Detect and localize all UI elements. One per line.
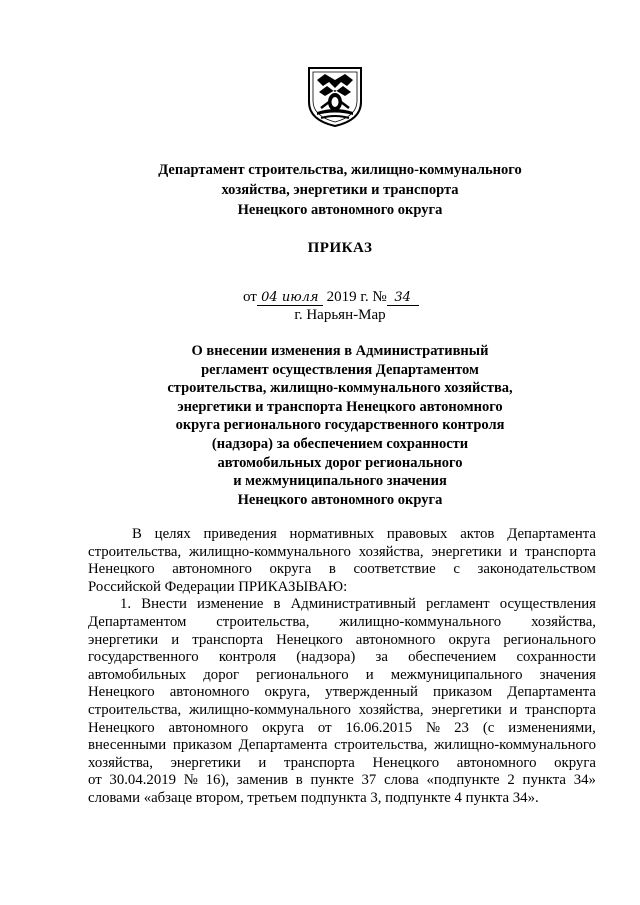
document-type: ПРИКАЗ — [307, 240, 373, 256]
year-and-number-label: 2019 г. № — [326, 289, 387, 305]
body-line: В целях приведения нормативных правовых актов Департамента — [132, 526, 596, 542]
subject-line: регламент осуществления Департаментом — [201, 361, 479, 378]
city: г. Нарьян-Мар — [294, 307, 386, 323]
subject-line: строительства, жилищно-коммунального хозяйства, — [167, 380, 513, 397]
subject-line: энергетики и транспорта Ненецкого автономного — [177, 398, 503, 415]
department-line: хозяйства, энергетики и транспорта — [221, 182, 459, 198]
body-line: Ненецкого автономного округа, утвержденный приказом Департамента — [88, 684, 596, 701]
body-line: Ненецкого автономного округа от 16.06.2015 № 23 (с изменениями, — [88, 719, 596, 736]
date-prefix: от — [243, 289, 257, 305]
subject-line: и межмуниципального значения — [233, 473, 447, 490]
department-line: Департамент строительства, жилищно-коммунального — [158, 162, 522, 178]
department-line: Ненецкого автономного округа — [237, 202, 443, 218]
body-line: словами «абзаце втором, третьем подпункта 3, подпункте 4 пункта 34». — [88, 789, 539, 806]
body-line: от 30.04.2019 № 16), заменив в пункте 37 слова «подпункте 2 пункта 34» — [88, 772, 596, 789]
handwritten-number: 34 — [387, 291, 419, 306]
order-body — [88, 526, 596, 808]
body-line: государственного контроля (надзора) за обеспечением сохранности — [88, 649, 596, 666]
body-line: строительства, жилищно-коммунального хозяйства, энергетики и транспорта — [88, 701, 596, 718]
body-line: автомобильных дорог регионального и межмуниципального значения — [88, 666, 596, 683]
body-line: Российской Федерации ПРИКАЗЫВАЮ: — [88, 578, 348, 595]
body-line: строительства, жилищно-коммунального хозяйства, энергетики и транспорта — [88, 543, 596, 560]
subject-line: (надзора) за обеспечением сохранности — [211, 435, 469, 452]
body-line: энергетики и транспорта Ненецкого автономного округа регионального — [88, 631, 596, 648]
body-line: хозяйства, энергетики и транспорта Ненецкого автономного округа — [88, 754, 596, 771]
handwritten-date: 04 июля — [257, 291, 323, 306]
department-header — [100, 160, 580, 220]
subject-line: округа регионального государственного контроля — [175, 417, 505, 434]
body-line: 1. Внести изменение в Административный регламент осуществления — [120, 596, 596, 613]
subject-line: автомобильных дорог регионального — [217, 454, 463, 471]
subject-line: Ненецкого автономного округа — [237, 491, 443, 508]
body-line: Ненецкого автономного округа в соответствие с законодательством — [88, 561, 596, 578]
order-date-line — [243, 289, 419, 306]
subject-line: О внесении изменения в Административный — [191, 343, 489, 359]
coat-of-arms-icon — [303, 62, 367, 128]
body-line: Департаментом строительства, жилищно-коммунального хозяйства, — [88, 613, 596, 630]
order-subject — [110, 342, 570, 509]
body-line: внесенными приказом Департамента строительства, жилищно-коммунального — [88, 737, 596, 754]
